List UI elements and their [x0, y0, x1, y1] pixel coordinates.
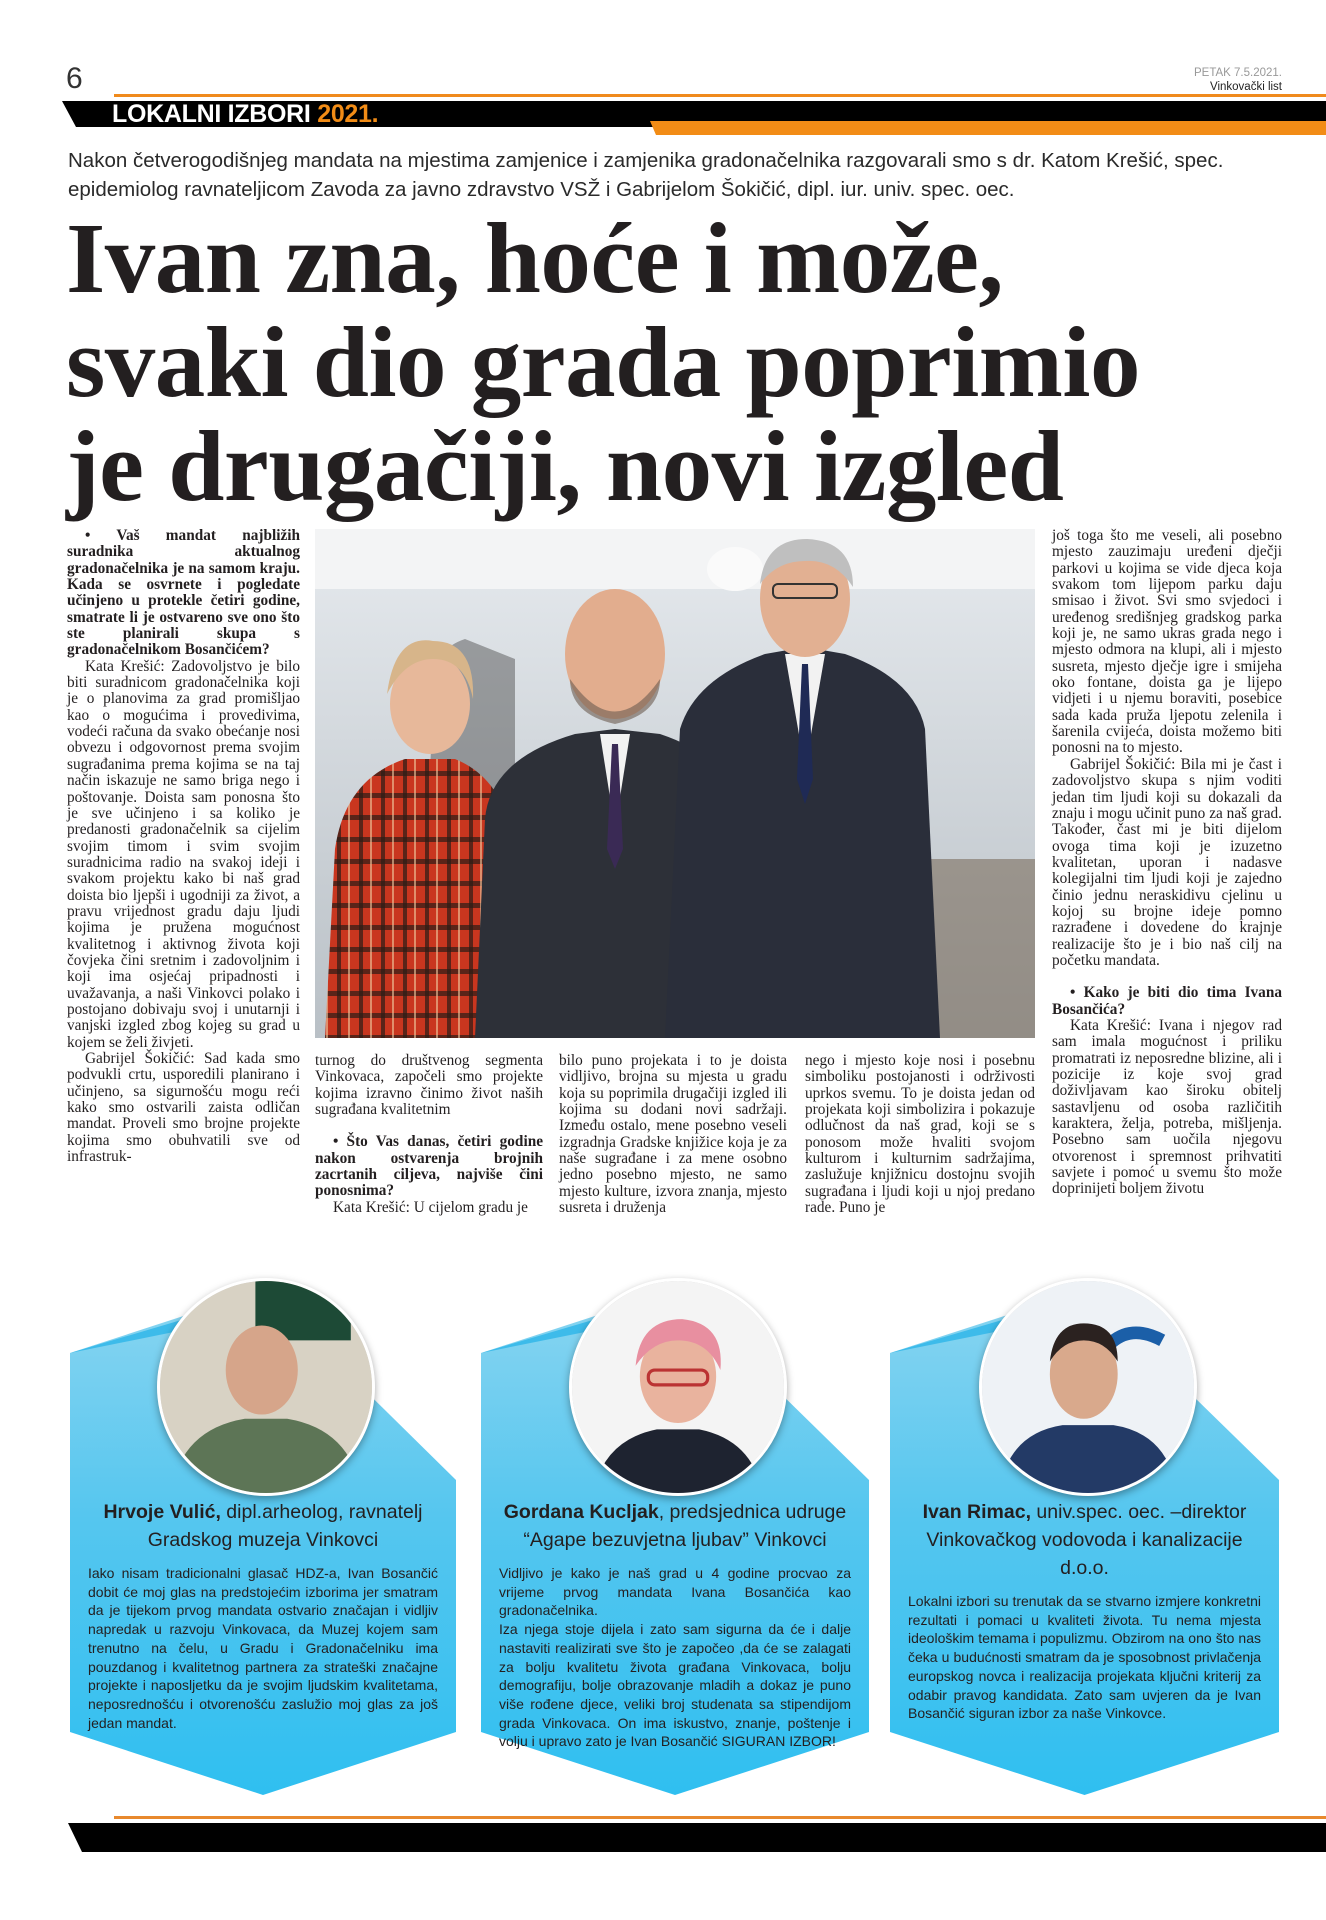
quote-body	[70, 1498, 456, 1732]
quote-author-title: univ.spec. oec. –direktor Vinkovačkog vodovoda i kanalizacije d.o.o.	[926, 1501, 1247, 1579]
quote-author-title: , predsjednica udruge “Agape bezuvjetna ljubav” Vinkovci	[523, 1501, 847, 1551]
article-photo	[315, 529, 1035, 1038]
quote-text: Vidljivo je kako je naš grad u 4 godine procvao za vrijeme prvog mandata Ivana Bosančića kao gradonačelnika. Iza njega stoje dijela i zato sam sigurna da će i dalje nastaviti realizirati sve što je započeo ,da će se zalagati za bolju kvalitetu života građana Vinkovaca, bolju demografiju, bolje obrazovanje mladih a dokaz je puno više rođene djece, veliki broj studenata sa stipendijom grada Vinkovaca. On ima iskustvo, znanje, poštenje i volju i upravo zato je Ivan Bosančić SIGURAN IZBOR!	[499, 1565, 851, 1750]
section-bar-accent	[650, 121, 1326, 135]
article-paragraph: bilo puno projekata i to je doista vidljivo, brojna su mjesta u gradu koja su poprimila drugačiji izgled ili kojima su dodani novi sadržaji. Između ostalo, mene posebno veseli izgradnja Gradske knjižice koja je za naše sugrađane i za mene osobno jedno posebno mjesto, ne samo mjesto kulture, izvora znanja, mjesto susreta i druženja	[559, 1052, 787, 1217]
quote-text: Lokalni izbori su trenutak da se stvarno izmjere konkretni rezultati i pomaci u kvaliteti života. Tu nema mjesta ideološkim temama i populizmu. Obzirom na ono što nas čeka u budućnosti smatram da je sposobnost privlačenja europskog novca i realizacija projekata ključni kriterij za odabir pravog kandidata. Zato sam uvjeren da je Ivan Bosančić siguran izbor za naše Vinkovce.	[908, 1593, 1261, 1722]
portrait-photo	[979, 1278, 1197, 1496]
quote-author-title: dipl.arheolog, ravnatelj Gradskog muzeja Vinkovci	[147, 1501, 423, 1551]
article-paragraph: turnog do društvenog segmenta Vinkovaca, započeli smo projekte kojima izravno činimo život naših sugrađana kvalitetnim	[315, 1052, 543, 1119]
page-number: 6	[66, 62, 83, 95]
article-column	[1052, 528, 1282, 1198]
quote-author	[80, 1498, 446, 1554]
article-column	[67, 528, 300, 1165]
quote-body	[890, 1498, 1279, 1723]
section-label: LOKALNI IZBORI	[112, 100, 311, 128]
publication-name: Vinkovački list	[1209, 81, 1282, 93]
quote-box	[70, 1290, 456, 1798]
headline	[66, 202, 1316, 522]
article-paragraph: Kata Krešić: U cijelom gradu je	[333, 1198, 528, 1216]
bottom-bar	[68, 1823, 1326, 1852]
quote-author-name: Hrvoje Vulić,	[103, 1501, 221, 1523]
quote-author-name: Ivan Rimac,	[922, 1501, 1032, 1523]
quote-author	[491, 1498, 859, 1554]
section-year: 2021.	[317, 100, 379, 128]
portrait-photo	[569, 1278, 787, 1496]
headline-line: svaki dio grada poprimio	[66, 306, 1140, 418]
quote-author	[900, 1498, 1269, 1582]
section-title	[112, 101, 378, 128]
top-rule	[114, 94, 1326, 97]
article-column	[315, 1053, 543, 1216]
interview-question: • Što Vas danas, četiri godine nakon ostvarenja brojnih zacrtanih ciljeva, najviše čini ponosnima?	[315, 1133, 543, 1200]
quote-author-name: Gordana Kucljak	[503, 1501, 659, 1523]
article-paragraph: Kata Krešić: Ivana i njegov rad sam imala mogućnost i priliku promatrati iz neposredne blizine, ali i pozicije iz koje svoj grad doživljavam kao široku obitelj sastavljenu od osoba različitih karaktera, želja, potreba, mišljenja. Posebno sam uočila njegovu otvorenost i spremnost prihvatiti savjete i pomoć u svemu što može doprinijeti boljem životu	[1052, 1016, 1282, 1198]
interview-question: • Vaš mandat najbližih suradnika aktualnog gradonačelnika je na samom kraju. Kada se osvrnete i pogledate učinjeno u protekle četiri godine, smatrate li je ostvareno sve ono što ste planirali skupa s gradonačelnikom Bosančićem?	[67, 527, 300, 659]
article-paragraph: Gabrijel Šokičić: Bila mi je čast i zadovoljstvo skupa s njim voditi jedan tim ljudi koji su dokazali da znaju i mogu učinit puno za naš grad. Također, čast mi je biti dijelom ovoga tima koji je izuzetno kvalitetan, uporan i nadasve kolegijalni tim ljudi koji je zajedno činio jednu neraskidivu cjelinu u kojoj su brojne ideje pomno razrađene i dovedene do krajnje realizacije što je i bio naš cilj na početku mandata.	[1052, 755, 1282, 969]
quote-text: Iako nisam tradicionalni glasač HDZ-a, Ivan Bosančić dobit će moj glas na predstojećim izborima jer smatram da je tijekom prvog mandata ostvario značajan i vidljiv napredak u razvoju Vinkovaca, da Muzej kojem sam trenutno na čelu, u Gradu i Gradonačelniku ima pouzdanog i kvalitetnog partnera za strateški značajne projekte i naposljetku da je svojim ljudskim kvalitetama, neposrednošću i otvorenošću zaslužio moj glas za još jedan mandat.	[88, 1565, 438, 1731]
article-column	[559, 1053, 787, 1216]
headline-line: je drugačiji, novi izgled	[66, 410, 1064, 522]
article-paragraph: još toga što me veseli, ali posebno mjesto zauzimaju uređeni dječji parkovi u kojima se vide djeca koja svakom tom lijepom parku daju smisao i život. Svi smo svjedoci i uređenog središnjeg gradskog parka koji je, ne samo ukras grada nego i mjesto odmora na klupi, ali i mjesto susreta, mjesto dječje igre i smijeha oko fontane, doista ga je lijepo vidjeti i u njemu boraviti, posebice sada kada pruža ljepotu zelenila i šarenila cvijeća, doista možemo biti ponosni na to mjesto.	[1052, 527, 1282, 757]
article-lead: Nakon četverogodišnjeg mandata na mjestima zamjenice i zamjenika gradonačelnika razgovarali smo s dr. Katom Krešić, spec. epidemiolog ravnateljicom Zavoda za javno zdravstvo VSŽ i Gabrijelom Šokičić, dipl. iur. univ. spec. oec.	[68, 149, 1224, 201]
article-paragraph: nego i mjesto koje nosi i posebnu simboliku postojanosti i održivosti uprkos svemu. To je doista jedan od projekata koji simbolizira i pokazuje odlučnost da naš grad, koji se s ponosom može hvaliti svojom kulturom i kulturnim sadržajima, zaslužuje knjižnicu dostojnu svojih sugrađana i ljudi koji u njoj predano rade. Puno je	[805, 1052, 1035, 1217]
quote-box	[481, 1290, 869, 1798]
interview-question: • Kako je biti dio tima Ivana Bosančića?	[1052, 984, 1282, 1018]
article-column	[805, 1053, 1035, 1216]
dateline	[1194, 66, 1282, 94]
issue-date: PETAK 7.5.2021.	[1193, 67, 1282, 79]
quote-box	[890, 1290, 1279, 1798]
article-paragraph: Gabrijel Šokičić: Sad kada smo podvukli crtu, usporedili planirano i učinjeno, sa sigurnošću mogu reći kako smo ostvarili zaista odličan mandat. Proveli smo brojne projekte kojima smo obuhvatili sve od infrastruk-	[67, 1050, 300, 1166]
article-paragraph: Kata Krešić: Zadovoljstvo je bilo biti suradnicom gradonačelnika koji je o planovima za grad promišljao kao o mogućima i provedivima, vodeći računa da svako obećanje nosi obvezu i odgovornost prema svojim sugrađanima prema kojima se na taj način iskazuje ne samo briga nego i poštovanje. Doista sam ponosna što je sve učinjeno i sa koliko je predanosti gradonačelnik sa cijelim svojim timom i svim svojim suradnicima radio na svakoj ideji i svakom projektu kako bi naš grad doista bio ljepši i ugodniji za život, a pravu vrijednost gradu daju ljudi kojima je pružena mogućnost kvalitetnog i aktivnog života koji čovjeka čini sretnim i zadovoljnim i koji ima osjećaj pripadnosti i uvažavanja, a naši Vinkovci polako i postojano dobivaju svoj i unutarnji i vanjski izgled zbog kojeg su grad u kojem se želi živjeti.	[67, 657, 300, 1051]
portrait-photo	[157, 1278, 375, 1496]
bottom-rule	[114, 1816, 1326, 1819]
quote-body	[481, 1498, 869, 1751]
headline-line: Ivan zna, hoće i može,	[66, 202, 1004, 314]
